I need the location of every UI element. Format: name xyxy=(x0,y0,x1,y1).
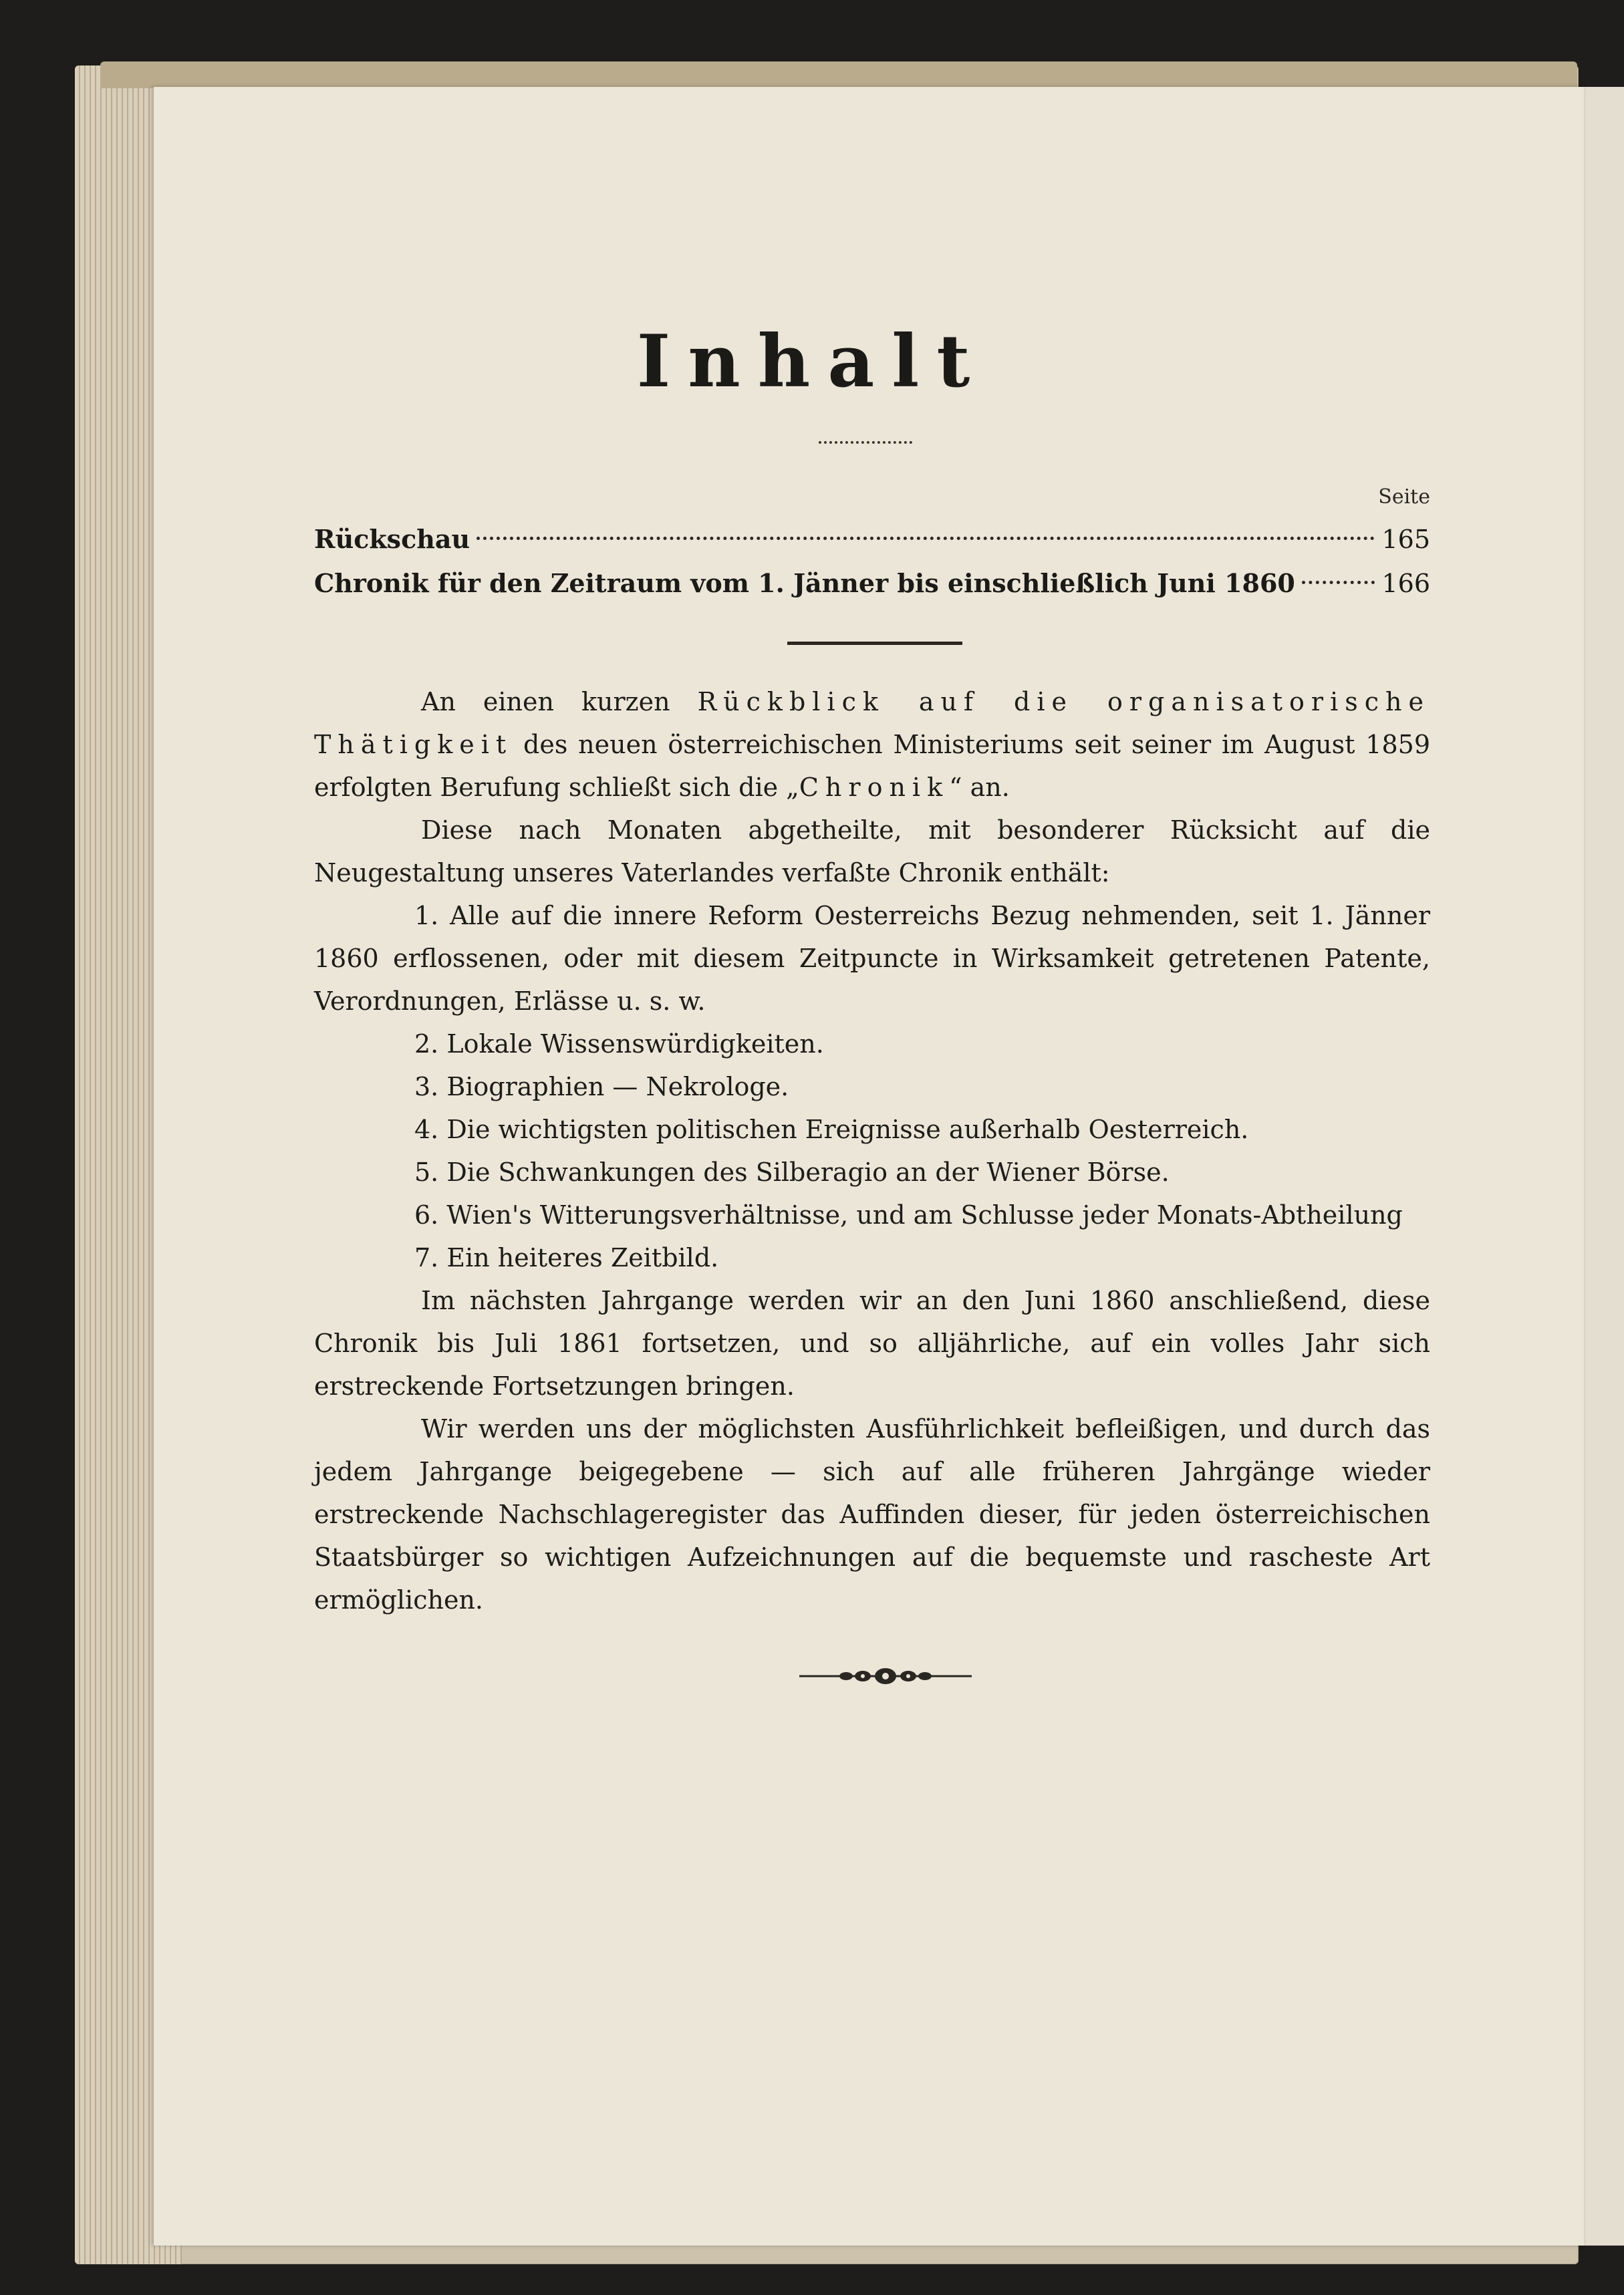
book-top-edge xyxy=(100,61,1577,88)
toc-leader-dots xyxy=(1302,581,1375,584)
toc-column-header: Seite xyxy=(1378,485,1430,509)
intro-text: An einen kurzen xyxy=(421,687,698,716)
next-volume-paragraph: Im nächsten Jahrgange werden wir an den Juni 1860 anschließend, diese Chronik bis Juli 1861 fortsetzen, und so alljährliche, auf ein volles Jahr sich erstreckende Fortsetzungen bringen. xyxy=(314,1286,1430,1401)
ornament-vignette-icon xyxy=(799,1663,972,1690)
toc-leader-dots xyxy=(477,537,1375,540)
contents-paragraph: Diese nach Monaten abgetheilte, mit besonderer Rücksicht auf die Neugestaltung unseres Vaterlandes verfaßte Chronik enthält: xyxy=(314,815,1430,888)
list-item: 1. Alle auf die innere Reform Oesterreichs Bezug nehmenden, seit 1. Jänner 1860 erflossenen, oder mit diesem Zeitpuncte in Wirksamkeit getretenen Patente, Verordnungen, Erlässe u. s. w. xyxy=(314,901,1430,1016)
intro-text: des neuen österreichischen Ministeriums seit seiner im August 1859 erfolgten Berufung schließt sich die „ xyxy=(314,730,1430,802)
list-item: 3. Biographien — Nekrologe. xyxy=(414,1072,789,1101)
toc-entry xyxy=(314,561,1430,605)
list-item: 4. Die wichtigsten politischen Ereignisse außerhalb Oesterreich. xyxy=(414,1115,1249,1144)
toc-entry-label: Chronik für den Zeitraum vom 1. Jänner bis einschließlich Juni 1860 xyxy=(314,568,1295,598)
separator-rule xyxy=(787,642,962,645)
chronik-emphasis: Chronik xyxy=(799,773,950,802)
list-item: 7. Ein heiteres Zeitbild. xyxy=(414,1243,719,1272)
list-item: 6. Wien's Witterungsverhältnisse, und am Schlusse jeder Monats-Abtheilung xyxy=(414,1200,1403,1230)
title-dotted-rule xyxy=(819,441,912,444)
toc-entry-label: Rückschau xyxy=(314,524,470,554)
toc-entry-page: 165 xyxy=(1381,525,1430,554)
page-title: Inhalt xyxy=(636,319,988,404)
table-of-contents xyxy=(314,517,1430,605)
body-text xyxy=(314,680,1430,1621)
list-item: 2. Lokale Wissenswürdigkeiten. xyxy=(414,1029,824,1059)
toc-entry xyxy=(314,517,1430,561)
list-item: 5. Die Schwankungen des Silberagio an der Wiener Börse. xyxy=(414,1158,1170,1187)
intro-emphasis: Rückblick auf die organisatorische Thätigkeit xyxy=(314,687,1430,759)
closing-paragraph: Wir werden uns der möglichsten Ausführlichkeit befleißigen, und durch das jedem Jahrgange beigegebene — sich auf alle früheren Jahrgänge wieder erstreckende Nachschlageregister das Auffinden dieser, für jeden österreichischen Staatsbürger so wichtigen Aufzeichnungen auf die bequemste und rascheste Art ermöglichen. xyxy=(314,1414,1430,1615)
facing-page-edge xyxy=(1577,87,1624,2246)
intro-text: “ an. xyxy=(949,773,1010,802)
intro-paragraph xyxy=(314,680,1430,809)
toc-entry-page: 166 xyxy=(1381,569,1430,598)
